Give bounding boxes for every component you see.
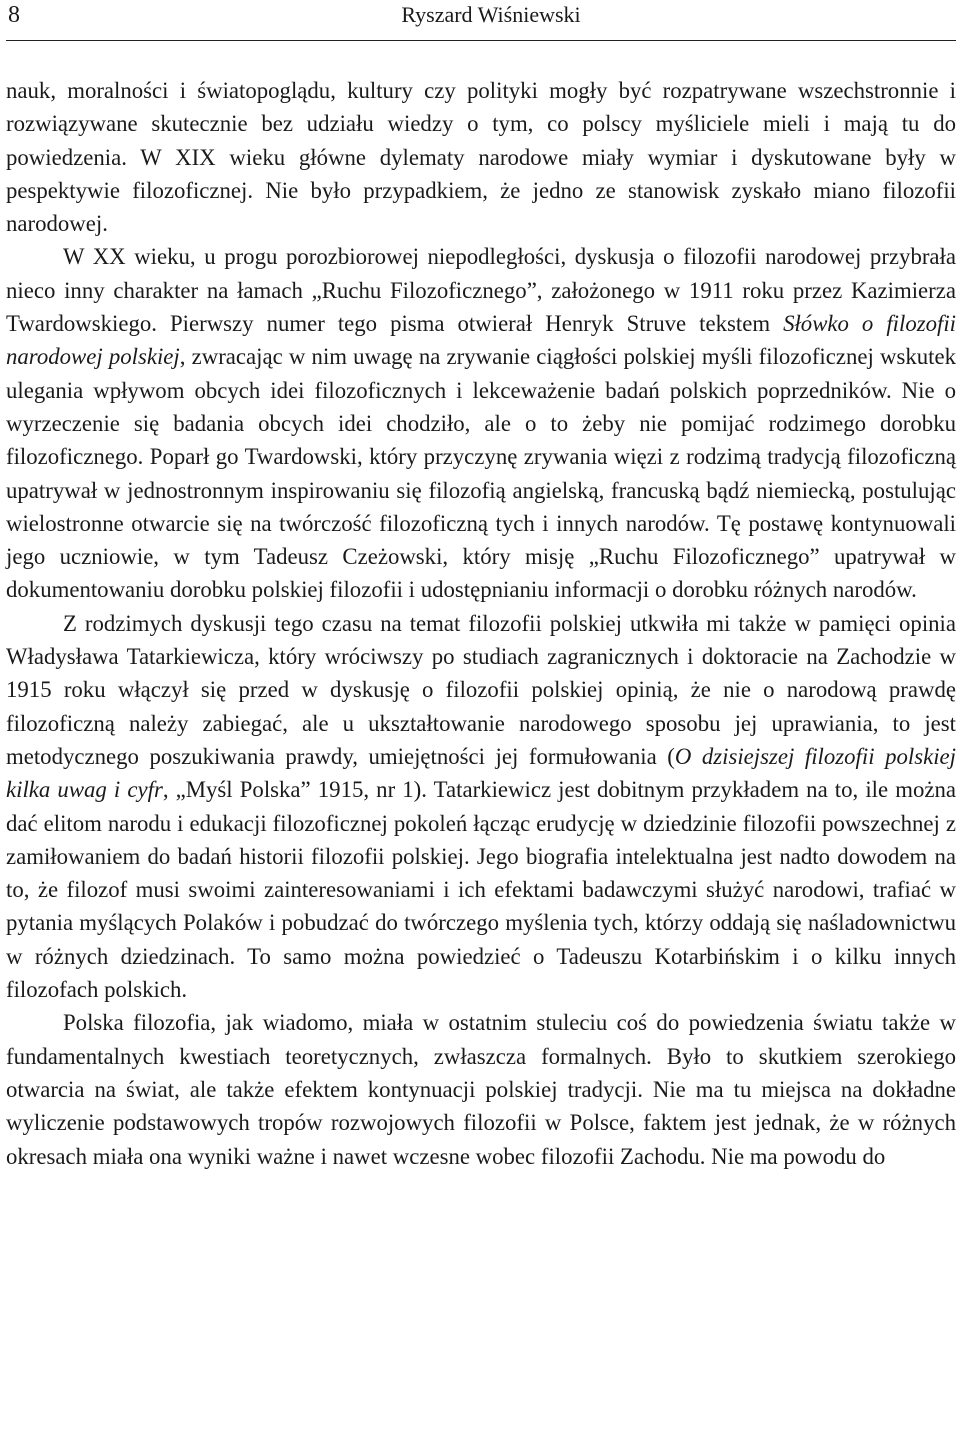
paragraph-3-text-b: , „Myśl Polska” 1915, nr 1). Tatarkiewicz jest dobitnym przykładem na to, ile można dać elitom narodu i edukacji filozoficznej pokoleń łącząc erudycję w dziedzinie filozofii powszechnej z zamiłowaniem do badań historii filozofii polskiej. Jego biografia intelektualna jest nadto dowodem na to, że filozof musi swoimi zainteresowaniami i ich efektami badawczymi służyć narodowi, trafiać w pytania myślących Polaków i pobudzać do twórczego myślenia tych, którzy oddają się naśladownictwu w różnych dziedzinach. To samo można powiedzieć o Tadeuszu Kotarbińskim i o kilku innych filozofach polskich. — [6, 777, 957, 1003]
paragraph-1 — [6, 74, 956, 240]
paragraph-2-text-a: W XX wieku, u progu porozbiorowej niepodległości, dyskusja o filozofii narodowej przybrała nieco inny charakter na łamach „Ruchu Filozoficznego”, założonego w 1911 roku przez Kazimierza Twardowskiego. Pierwszy numer tego pisma otwierał Henryk Struve tekstem — [6, 244, 956, 337]
paragraph-2-italic-title: Słówko o filozofii narodowej polskiej — [6, 311, 956, 370]
running-head-author: Ryszard Wiśniewski — [401, 2, 581, 27]
paragraph-3-text-a: Z rodzimych dyskusji tego czasu na temat filozofii polskiej utkwiła mi także w pamięci opinia Władysława Tatarkiewicza, który wróciwszy po studiach zagranicznych i doktoracie na Zachodzie w 1915 roku włączył się przed w dyskusję o filozofii polskiej opinią, że nie o narodową prawdę filozoficzną należy zabiegać, ale u ukształtowanie narodowego sposobu jej uprawiania, to jest metodycznego poszukiwania prawdy, umiejętności jej formułowania ( — [6, 610, 956, 769]
page-header — [6, 0, 956, 41]
body-text — [6, 74, 956, 1173]
paragraph-4-text: Polska filozofia, jak wiadomo, miała w ostatnim stuleciu coś do powiedzenia światu także w fundamentalnych kwestiach teoretycznych, zwłaszcza formalnych. Było to skutkiem szerokiego otwarcia na świat, ale także efektem kontynuacji polskiej tradycji. Nie ma tu miejsca na dokładne wyliczenie podstawowych tropów rozwojowych filozofii w Polsce, faktem jest jednak, że w różnych okresach miała ona wyniki ważne i nawet wczesne wobec filozofii Zachodu. Nie ma powodu do — [6, 1010, 956, 1169]
paragraph-3-italic-title: O dzisiejszej filozofii polskiej kilka uwag i cyfr — [6, 743, 956, 803]
paragraph-3 — [6, 607, 956, 1007]
paragraph-2 — [6, 240, 956, 606]
page-number: 8 — [8, 2, 20, 28]
paragraph-4 — [6, 1006, 956, 1172]
paragraph-1-text: nauk, moralności i światopoglądu, kultury czy polityki mogły być rozpatrywane wszechstronnie i rozwiązywane skutecznie bez udziału wiedzy o tym, co polscy myśliciele mieli i mają tu do powiedzenia. W XIX wieku główne dylematy narodowe miały wymiar i dyskutowane były w pespektywie filozoficznej. Nie było przypadkiem, że jedno ze stanowisk zyskało miano filozofii narodowej. — [6, 78, 956, 237]
paragraph-2-text-b: , zwracając w nim uwagę na zrywanie ciągłości polskiej myśli filozoficznej wskutek ulegania wpływom obcych idei filozoficznych i lekceważenie badań polskich poprzedników. Nie o wyrzeczenie się badania obcych idei chodziło, ale o to żeby nie pomijać rodzimego dorobku filozoficznego. Poparł go Twardowski, który przyczynę zrywania więzi z rodzimą tradycją filozoficzną upatrywał w jednostronnym inspirowaniu się filozofią angielską, francuską bądź niemiecką, postulując wielostronne otwarcie się na twórczość filozoficzną tych i innych narodów. Tę postawę kontynuowali jego uczniowie, w tym Tadeusz Czeżowski, który misję „Ruchu Filozoficznego” upatrywał w dokumentowaniu dorobku polskiej filozofii i udostępnianiu informacji o dorobku różnych narodów. — [6, 344, 956, 603]
